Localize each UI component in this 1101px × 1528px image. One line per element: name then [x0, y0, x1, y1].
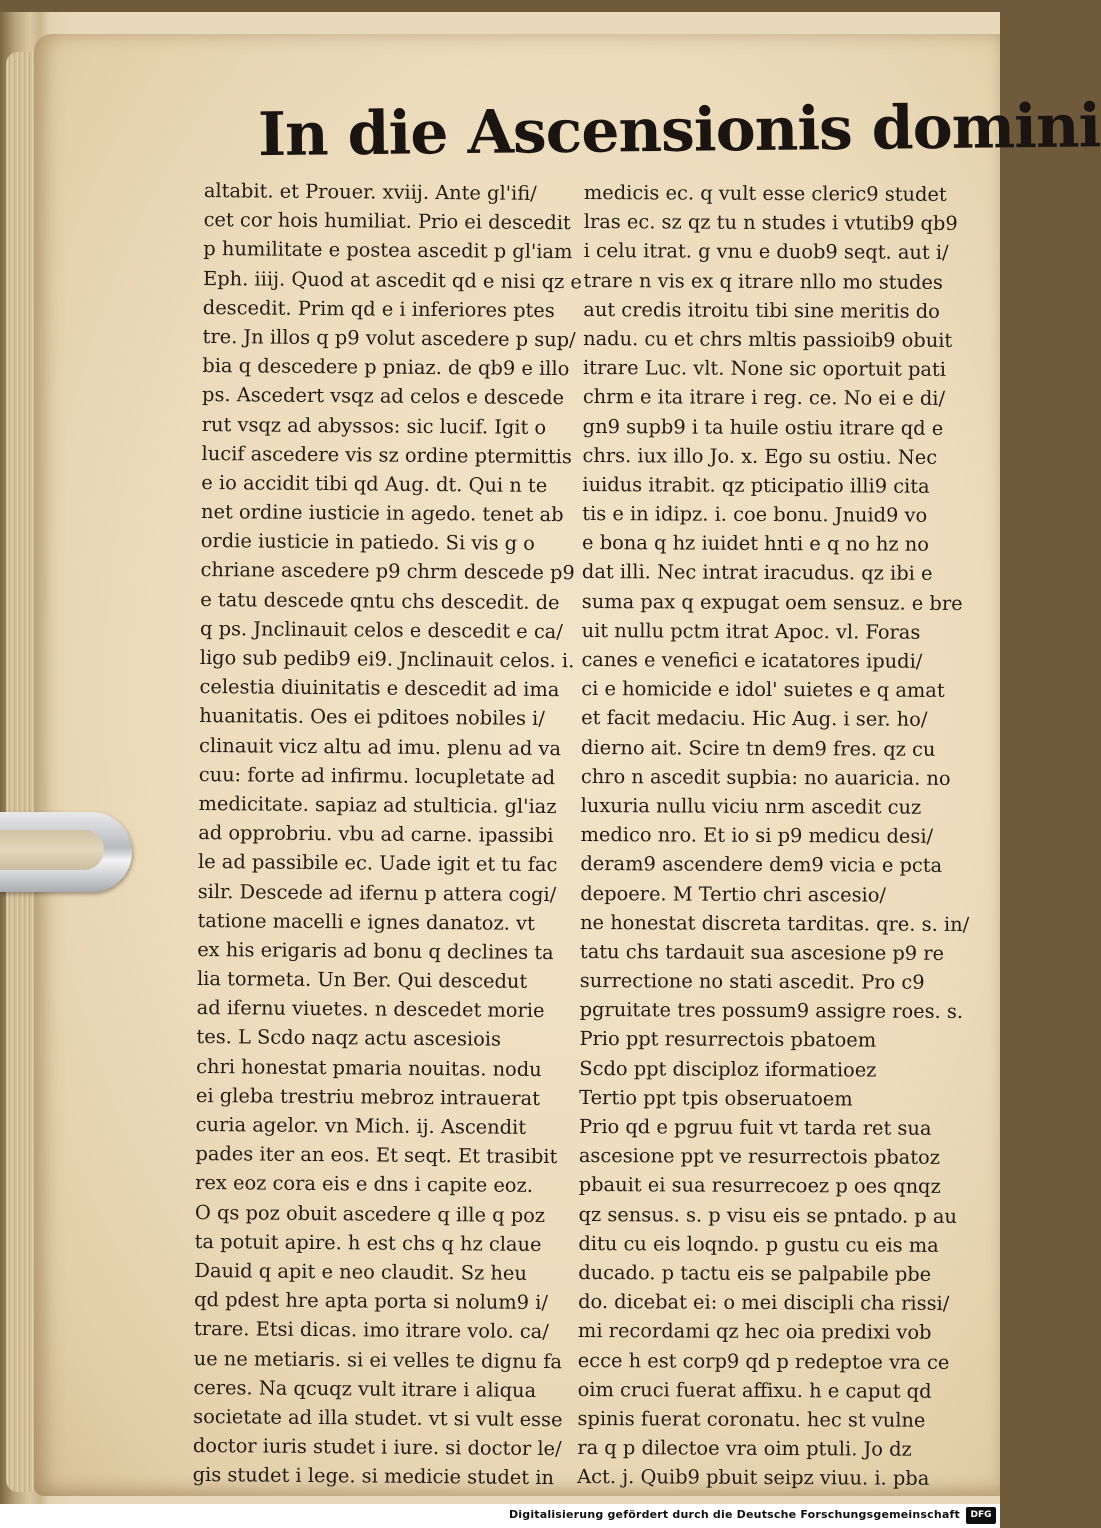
- text-line: ad opprobriu. vbu ad carne. ipassibi: [198, 821, 554, 848]
- text-line: bia q descedere p pniaz. de qb9 e illo: [202, 354, 570, 381]
- dfg-logo: DFG: [966, 1507, 996, 1524]
- text-line: medicitate. sapiaz ad stulticia. gl'iaz: [198, 791, 557, 819]
- text-line: nadu. cu et chrs mltis passioib9 obuit: [583, 326, 953, 352]
- text-line: iuidus itrabit. qz pticipatio illi9 cita: [582, 472, 930, 498]
- right-column: [577, 178, 970, 1493]
- text-line: societate ad illa studet. vt si vult esse: [193, 1404, 563, 1432]
- text-line: ta potuit apire. h est chs q hz claue: [194, 1229, 542, 1256]
- text-line: ue ne metiaris. si ei velles te dignu fa: [193, 1346, 563, 1373]
- text-line: ecce h est corp9 qd p redeptoe vra ce: [577, 1348, 950, 1374]
- text-line: descedit. Prim qd e i inferiores ptes: [202, 295, 555, 322]
- text-line: tes. L Scdo naqz actu ascesiois: [196, 1025, 502, 1052]
- text-line: clinauit vicz altu ad imu. plenu ad va: [198, 733, 562, 760]
- text-line: gis studet i lege. si medicie studet in: [192, 1463, 555, 1490]
- text-line: deram9 ascendere dem9 vicia e pcta: [580, 852, 943, 878]
- text-line: Scdo ppt disciploz iformatioez: [579, 1056, 877, 1082]
- text-line: Act. j. Quib9 pbuit seipz viuu. i. pba: [577, 1465, 930, 1491]
- text-line: chrs. iux illo Jo. x. Ego su ostiu. Nec: [582, 443, 938, 469]
- text-line: do. dicebat ei: o mei discipli cha rissi/: [578, 1290, 950, 1316]
- text-line: net ordine iusticie in agedo. tenet ab: [200, 500, 564, 527]
- text-line: ordie iusticie in patiedo. Si vis g o: [200, 529, 535, 556]
- text-line: e io accidit tibi qd Aug. dt. Qui n te: [201, 470, 548, 497]
- text-line: silr. Descede ad ifernu p attera cogi/: [197, 879, 557, 906]
- text-line: ne honestat discreta tarditas. qre. s. in/: [580, 910, 970, 936]
- text-line: chrm e ita itrare i reg. ce. No ei e di/: [582, 385, 946, 411]
- text-line: O qs poz obuit ascedere q ille q poz: [194, 1200, 546, 1227]
- text-line: chro n ascedit supbia: no auaricia. no: [580, 764, 951, 790]
- text-line: ci e homicide e idol' suietes e q amat: [581, 677, 945, 703]
- text-line: Prio qd e pgruu fuit vt tarda ret sua: [578, 1114, 932, 1140]
- text-line: rex eoz cora eis e dns i capite eoz.: [195, 1171, 534, 1198]
- text-line: depoere. M Tertio chri ascesio/: [580, 881, 887, 907]
- text-line: medico nro. Et io si p9 medicu desi/: [580, 823, 934, 848]
- text-line: pades iter an eos. Et seqt. Et trasibit: [195, 1142, 558, 1169]
- text-line: luxuria nullu viciu nrm ascedit cuz: [580, 793, 922, 819]
- text-line: lucif ascedere vis sz ordine ptermittis: [201, 441, 572, 468]
- text-line: i celu itrat. g vnu e duob9 seqt. aut i/: [583, 239, 949, 265]
- footer-bar: [0, 1504, 1000, 1528]
- text-line: mi recordami qz hec oia predixi vob: [577, 1319, 932, 1345]
- text-line: tatione macelli e ignes danatoz. vt: [197, 908, 535, 935]
- text-line: itrare Luc. vlt. None sic oportuit pati: [582, 356, 947, 382]
- text-line: lras ec. sz qz tu n studes i vtutib9 qb9: [583, 210, 958, 236]
- page-heading: In die Ascensionis domini: [257, 91, 1101, 171]
- text-line: tis e in idipz. i. coe bonu. Jnuid9 vo: [582, 502, 928, 527]
- text-line: celestia diuinitatis e descedit ad ima: [199, 675, 560, 702]
- text-line: medicis ec. q vult esse cleric9 studet: [583, 180, 947, 206]
- text-line: spinis fuerat coronatu. hec st vulne: [577, 1406, 926, 1432]
- text-line: huanitatis. Oes ei pditoes nobiles i/: [199, 704, 545, 731]
- page-edges: [6, 52, 36, 1492]
- text-line: trare n vis ex q itrare nllo mo studes: [583, 268, 943, 294]
- text-line: Eph. iiij. Quod at ascedit qd e nisi qz e: [203, 266, 583, 293]
- text-line: dat illi. Nec intrat iracudus. qz ibi e: [581, 560, 933, 586]
- text-line: trare. Etsi dicas. imo itrare volo. ca/: [193, 1317, 549, 1344]
- metal-clip: [0, 812, 132, 892]
- text-line: ra q p dilectoe vra oim ptuli. Jo dz: [577, 1436, 912, 1461]
- text-line: uit nullu pctm itrat Apoc. vl. Foras: [581, 618, 921, 644]
- text-line: ascesione ppt ve resurrectois pbatoz: [578, 1144, 941, 1170]
- text-line: q ps. Jnclinauit celos e descedit e ca/: [199, 616, 563, 643]
- text-line: ei gleba trestriu mebroz intrauerat: [195, 1083, 541, 1110]
- left-column: [193, 176, 584, 1493]
- text-line: curia agelor. vn Mich. ij. Ascendit: [195, 1112, 527, 1139]
- text-line: p humilitate e postea ascedit p gl'iam: [203, 237, 573, 264]
- text-line: chri honestat pmaria nouitas. nodu: [196, 1054, 542, 1081]
- text-line: canes e venefici e icatatores ipudi/: [581, 647, 923, 673]
- text-line: aut credis itroitu tibi sine meritis do: [583, 297, 940, 323]
- text-line: lia tormeta. Un Ber. Qui descedut: [196, 967, 528, 993]
- text-line: gn9 supb9 i ta huile ostiu itrare qd e: [582, 414, 944, 440]
- text-line: oim cruci fuerat affixu. h e caput qd: [577, 1377, 932, 1403]
- text-line: suma pax q expugat oem sensuz. e bre: [581, 589, 963, 615]
- text-line: qd pdest hre apta porta si nolum9 i/: [194, 1288, 549, 1315]
- text-line: Prio ppt resurrectois pbatoem: [579, 1027, 877, 1052]
- text-line: ceres. Na qcuqz vult itrare i aliqua: [193, 1375, 537, 1402]
- text-line: dierno ait. Scire tn dem9 fres. qz cu: [580, 735, 936, 761]
- text-line: ex his erigaris ad bonu q declines ta: [197, 937, 554, 964]
- text-line: altabit. et Prouer. xviij. Ante gl'ifi/: [203, 178, 537, 205]
- text-line: rut vsqz ad abyssos: sic lucif. Igit o: [201, 412, 547, 439]
- text-line: et facit medaciu. Hic Aug. i ser. ho/: [581, 706, 928, 732]
- text-line: surrectione no stati ascedit. Pro c9: [579, 969, 925, 994]
- text-line: e tatu descede qntu chs descedit. de: [200, 587, 560, 614]
- clip-inner: [0, 830, 104, 870]
- text-line: pbauit ei sua resurrecoez p oes qnqz: [578, 1173, 941, 1199]
- footer-credit: Digitalisierung gefördert durch die Deutsche Forschungsgemeinschaft: [508, 1508, 960, 1521]
- text-line: cuu: forte ad infirmu. locupletate ad: [198, 762, 556, 789]
- text-line: ditu cu eis loqndo. p gustu cu eis ma: [578, 1231, 939, 1257]
- text-line: ligo sub pedib9 ei9. Jnclinauit celos. i.: [199, 645, 575, 673]
- text-line: doctor iuris studet i iure. si doctor le/: [192, 1434, 562, 1461]
- text-line: le ad passibile ec. Uade igit et tu fac: [197, 850, 558, 877]
- text-line: chriane ascedere p9 chrm descede p9: [200, 558, 575, 585]
- text-line: Dauid q apit e neo claudit. Sz heu: [194, 1258, 528, 1285]
- text-line: e bona q hz iuidet hnti e q no hz no: [582, 531, 929, 557]
- text-line: Tertio ppt tpis obseruatoem: [579, 1085, 853, 1111]
- text-line: cet cor hois humiliat. Prio ei descedit: [203, 208, 571, 235]
- text-line: ps. Ascedert vsqz ad celos e descede: [201, 383, 565, 410]
- text-line: ducado. p tactu eis se palpabile pbe: [578, 1260, 932, 1286]
- text-line: tre. Jn illos q p9 volut ascedere p sup/: [202, 324, 576, 352]
- text-line: qz sensus. s. p visu eis se pntado. p au: [578, 1202, 958, 1228]
- text-line: ad ifernu viuetes. n descedet morie: [196, 996, 545, 1023]
- text-line: pgruitate tres possum9 assigre roes. s.: [579, 998, 964, 1024]
- text-line: tatu chs tardauit sua ascesione p9 re: [579, 939, 945, 965]
